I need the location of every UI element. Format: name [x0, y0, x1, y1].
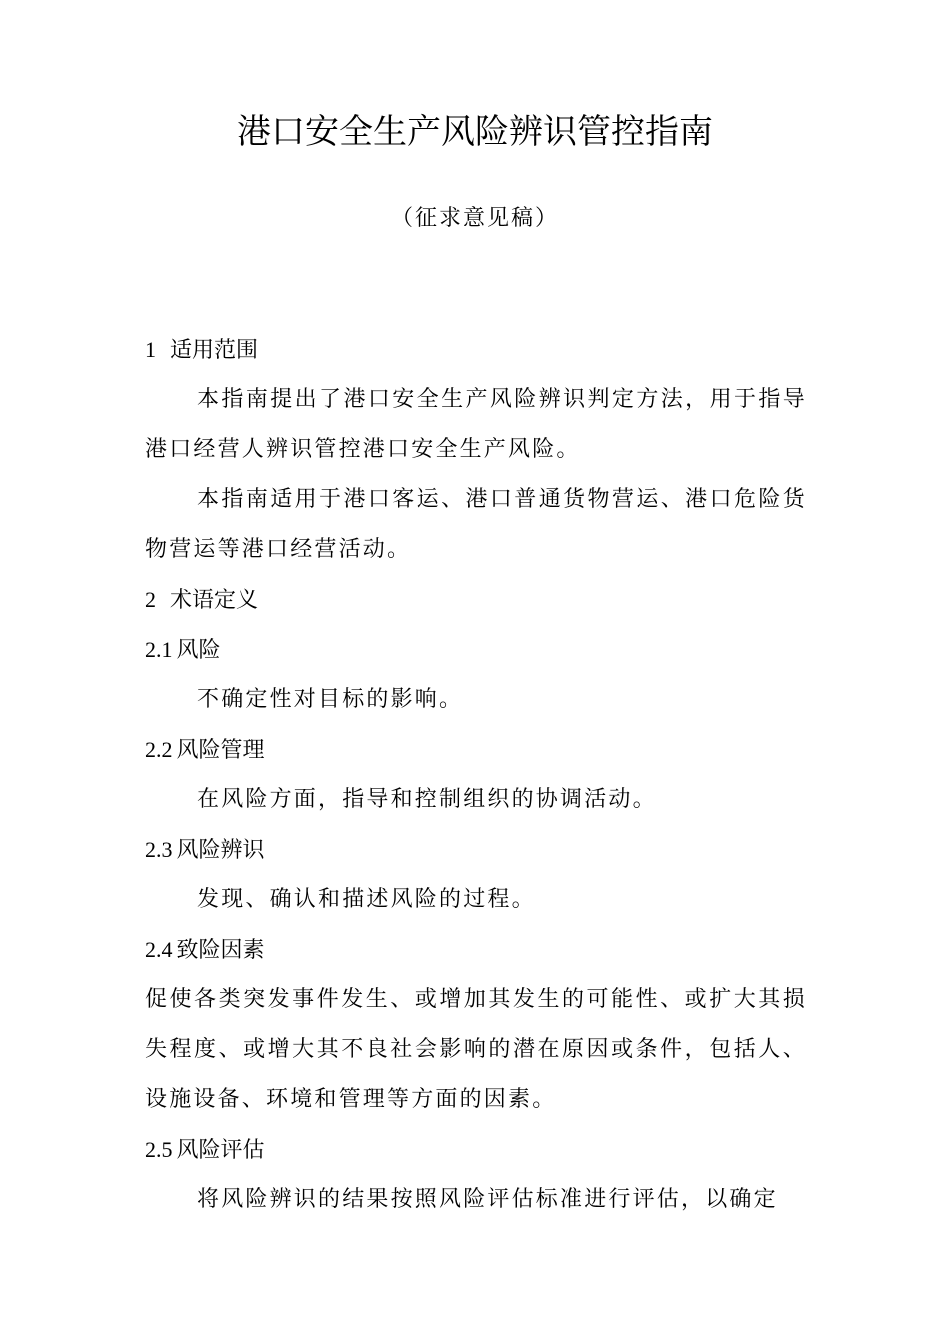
subsection-title: 风险辨识: [176, 838, 265, 863]
section-heading-1: [145, 325, 807, 375]
subsection-number: 2.5: [145, 1137, 173, 1162]
paragraph: 本指南提出了港口安全生产风险辨识判定方法，用于指导港口经营人辨识管控港口安全生产风险。: [145, 387, 807, 462]
subsection-number: 2.3: [145, 837, 173, 862]
section-number: 1: [145, 337, 156, 362]
section-title: 术语定义: [170, 588, 259, 613]
subsection-title: 风险管理: [176, 738, 265, 763]
subsection-title: 致险因素: [176, 938, 265, 963]
subsection-heading-2-5: [145, 1125, 807, 1175]
subsection-number: 2.1: [145, 637, 173, 662]
definition-text: 发现、确认和描述风险的过程。: [197, 887, 536, 912]
subsection-title: 风险: [176, 638, 221, 663]
definition-text: 促使各类突发事件发生、或增加其发生的可能性、或扩大其损失程度、或增大其不良社会影响的潜在原因或条件，包括人、设施设备、环境和管理等方面的因素。: [145, 987, 807, 1112]
subsection-heading-2-4: [145, 925, 807, 975]
subsection-heading-2-1: [145, 625, 807, 675]
definition-text: 不确定性对目标的影响。: [197, 687, 464, 712]
subsection-number: 2.2: [145, 737, 173, 762]
subsection-heading-2-3: [145, 825, 807, 875]
definition-text: 在风险方面，指导和控制组织的协调活动。: [197, 787, 657, 812]
subsection-title: 风险评估: [176, 1138, 265, 1163]
document-subtitle: （征求意见稿）: [390, 206, 559, 231]
section-title: 适用范围: [170, 338, 259, 363]
section-number: 2: [145, 587, 156, 612]
subsection-heading-2-2: [145, 725, 807, 775]
paragraph: 本指南适用于港口客运、港口普通货物营运、港口危险货物营运等港口经营活动。: [145, 487, 807, 562]
document-body: [145, 325, 807, 1225]
section-heading-2: [145, 575, 807, 625]
definition-text: 将风险辨识的结果按照风险评估标准进行评估，以确定: [197, 1187, 778, 1212]
subsection-number: 2.4: [145, 937, 173, 962]
document-title: 港口安全生产风险辨识管控指南: [237, 112, 713, 152]
